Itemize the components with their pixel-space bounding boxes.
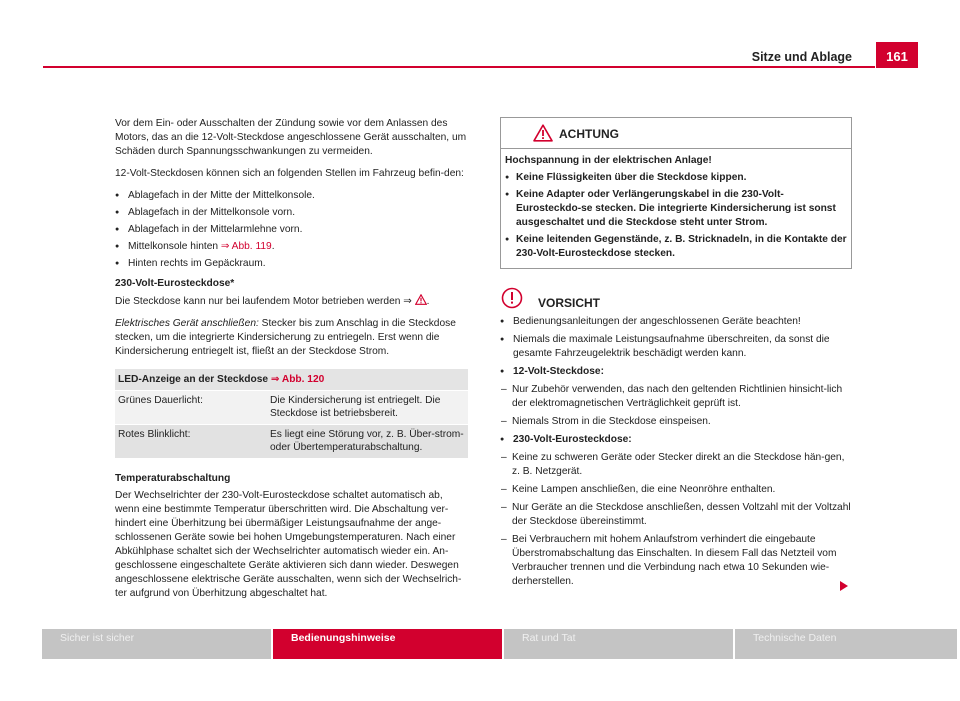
list-item: ● 230-Volt-Eurosteckdose: xyxy=(500,433,852,447)
connect-label: Elektrisches Gerät anschließen: xyxy=(115,318,259,329)
warning-link[interactable] xyxy=(415,296,427,307)
list-item: ● 12-Volt-Steckdose: xyxy=(500,365,852,379)
warning-item: ● Keine leitenden Gegenstände, z. B. Stricknadeln, in die Kontakte der 230-Volt-Eurosteckdose stecken. xyxy=(505,233,847,261)
sub-item: – Nur Geräte an die Steckdose anschließen, dessen Voltzahl mit der Voltzahl der Steckdose übereinstimmt. xyxy=(500,501,852,529)
table-row xyxy=(115,425,468,459)
caution-icon xyxy=(501,287,523,309)
led-table xyxy=(115,369,468,458)
table-cell-key: Grünes Dauerlicht: xyxy=(115,391,267,425)
temperature-heading: Temperaturabschaltung xyxy=(115,473,231,484)
continue-arrow-icon xyxy=(840,581,848,591)
sub-item: – Bei Verbrauchern mit hohem Anlaufstrom verhindert die eingebaute Überstromabschaltung das Einschalten. In diesem Fall das Netzteil vom Verbraucher trennen und die Verbindung nach etwa 10 Sekunden wie-derherstellen. xyxy=(500,533,852,589)
section-title: Sitze und Ablage xyxy=(751,50,852,64)
warning-triangle-icon xyxy=(415,294,427,305)
locations-list xyxy=(115,189,468,271)
table-row xyxy=(115,391,468,425)
warning-body xyxy=(501,149,851,268)
list-item-text: Mittelkonsole hinten xyxy=(128,241,221,252)
list-item: ● Ablagefach in der Mittelarmlehne vorn. xyxy=(115,223,468,237)
list-item: ● Niemals die maximale Leistungsaufnahme überschreiten, da sonst die gesamte Fahrzeugelektrik beschädigt werden kann. xyxy=(500,333,852,361)
warning-header xyxy=(501,118,851,149)
list-item: ● Bedienungsanleitungen der angeschlossenen Geräte beachten! xyxy=(500,315,852,329)
table-cell-value: Es liegt eine Störung vor, z. B. Über-strom- oder Übertemperaturabschaltung. xyxy=(267,425,468,459)
caution-title: VORSICHT xyxy=(538,296,601,310)
connect-text: Stecker bis zum Anschlag in die Steckdose stecken, um die integrierte Kindersicherung zu entriegeln. Erst wenn die Kindersicherung entriegelt ist, fließt an der Steckdose Strom. xyxy=(115,318,456,357)
list-item: ● Ablagefach in der Mitte der Mittelkonsole. xyxy=(115,189,468,203)
page-number: 161 xyxy=(876,42,918,68)
table-cell-value: Die Kindersicherung ist entriegelt. Die Steckdose ist betriebsbereit. xyxy=(267,391,468,425)
figure-link[interactable]: ⇒ Abb. 119 xyxy=(220,241,272,252)
header-rule xyxy=(43,66,875,68)
sub-item: – Nur Zubehör verwenden, das nach den geltenden Richtlinien hinsicht-lich der elektromagnetischen Verträglichkeit geprüft ist. xyxy=(500,383,852,411)
table-cell-key: Rotes Blinklicht: xyxy=(115,425,267,459)
led-table-title: LED-Anzeige an der Steckdose xyxy=(118,374,271,385)
left-column xyxy=(115,117,468,609)
chapter-tabs xyxy=(42,629,957,659)
eurosocket-paragraph: Die Steckdose kann nur bei laufendem Motor betrieben werden ⇒ . xyxy=(115,296,430,307)
list-item: ● Ablagefach in der Mittelkonsole vorn. xyxy=(115,206,468,220)
caution-list xyxy=(500,315,852,589)
warning-item: ● Keine Flüssigkeiten über die Steckdose kippen. xyxy=(505,171,847,185)
caution-header xyxy=(500,287,852,311)
led-table-header xyxy=(115,369,468,391)
tab-bedienungshinweise[interactable]: Bedienungshinweise xyxy=(273,629,502,659)
tab-rat-und-tat[interactable]: Rat und Tat xyxy=(504,629,733,659)
tab-technische-daten[interactable]: Technische Daten xyxy=(735,629,957,659)
right-column xyxy=(500,117,852,593)
locations-intro: 12-Volt-Steckdosen können sich an folgenden Stellen im Fahrzeug befin-den: xyxy=(115,168,464,179)
eurosocket-heading: 230-Volt-Eurosteckdose* xyxy=(115,278,235,289)
warning-box xyxy=(500,117,852,269)
sub-item: – Keine zu schweren Geräte oder Stecker direkt an die Steckdose hän-gen, z. B. Netzgerät. xyxy=(500,451,852,479)
warning-triangle-icon xyxy=(533,124,553,142)
warning-lead: Hochspannung in der elektrischen Anlage! xyxy=(505,155,712,166)
figure-link[interactable]: ⇒ Abb. 120 xyxy=(270,374,325,385)
warning-title: ACHTUNG xyxy=(559,127,619,141)
connect-paragraph xyxy=(115,317,468,359)
list-item: ● Hinten rechts im Gepäckraum. xyxy=(115,257,468,271)
eurosocket-text: Die Steckdose kann nur bei laufendem Motor betrieben werden ⇒ xyxy=(115,296,415,307)
sub-item: – Niemals Strom in die Steckdose einspeisen. xyxy=(500,415,852,429)
intro-paragraph: Vor dem Ein- oder Ausschalten der Zündung sowie vor dem Anlassen des Motors, das an die 12-Volt-Steckdose angeschlossene Gerät ausschalten, um Schäden durch Spannungsschwankungen zu vermeiden. xyxy=(115,118,467,157)
tab-sicher-ist-sicher[interactable]: Sicher ist sicher xyxy=(42,629,271,659)
temperature-paragraph: Der Wechselrichter der 230-Volt-Eurosteckdose schaltet automatisch ab, wenn eine bestimmte Temperatur überschritten wird. Die Abschaltung ver-hindert eine Überhitzung bei übermäßiger Leistungsaufnahme der ange-schlossenen Geräte sowie bei hohen Umgebungstemperaturen. Nach einer Abkühlphase schaltet sich der Wechselrichter automatisch wieder ein. An-geschlossene eingeschaltete Geräte aktivieren sich dann wieder. Deswegen angeschlossene elektrische Geräte ausschalten, wenn sich der Wechselrich-ter aufgrund von Überhitzung abgeschaltet hat. xyxy=(115,490,462,599)
list-item: ● Mittelkonsole hinten ⇒ Abb. 119. xyxy=(115,240,468,254)
warning-item: ● Keine Adapter oder Verlängerungskabel in die 230-Volt-Eurosteckdo-se stecken. Die integrierte Kindersicherung ist sonst ausgeschaltet und die Steckdose steht unter Strom. xyxy=(505,188,847,230)
sub-item: – Keine Lampen anschließen, die eine Neonröhre enthalten. xyxy=(500,483,852,497)
